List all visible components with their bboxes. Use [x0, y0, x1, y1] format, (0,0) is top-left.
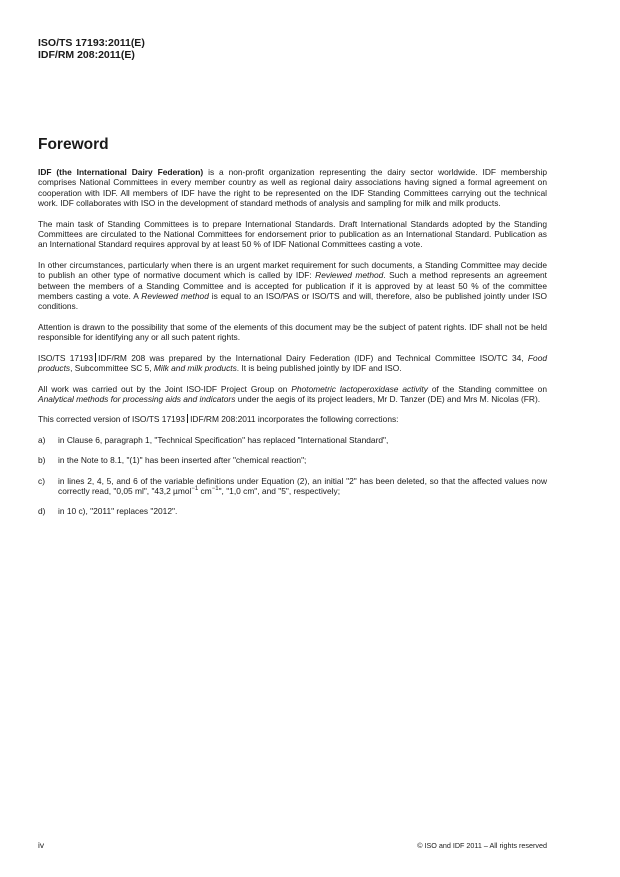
idf-name: IDF (the International Dairy Federation)	[38, 167, 204, 177]
paragraph-idf-text: is a non-profit organization representing the dairy sector worldwide. IDF membership comprises National Committees in every member country as well as regional dairy associations having signed a formal agreement on cooperation with IDF. All members of IDF have the right to be represented on the IDF Standing Committees carrying out the technical work. IDF collaborates with ISO in the development of standard methods of analysis and sampling for milk and milk products.	[38, 167, 547, 209]
list-item	[38, 435, 547, 445]
list-item	[38, 476, 547, 497]
reference-separator	[95, 353, 96, 362]
text-fragment: in lines 2, 4, 5, and 6 of the variable definitions under Equation (2), an initial "2" has been deleted, so that the affected values now correctly read, "0,05 ml", "43,2 µmol	[58, 475, 547, 496]
text-fragment: of the Standing committee on	[427, 383, 547, 394]
text-fragment: In other circumstances, particularly when there is an urgent market requirement for such documents, a Standing Committee may decide to publish an other type of normative document which is called by IDF:	[38, 259, 547, 281]
header-iso-reference: ISO/TS 17193:2011(E)	[38, 37, 145, 49]
text-fragment: IDF/RM 208 was prepared by the International Dairy Federation (IDF) and Technical Committee ISO/TC 34,	[98, 352, 528, 363]
text-fragment: ISO/TS 17193	[38, 352, 94, 363]
list-item-text	[58, 476, 547, 497]
page-number: iv	[38, 840, 45, 850]
list-item-label: b)	[38, 455, 46, 466]
term-reviewed-method: Reviewed method	[315, 270, 384, 281]
text-fragment: IDF/RM 208:2011 incorporates the following corrections:	[190, 414, 399, 425]
corrections-list	[38, 435, 547, 517]
paragraph-patent: Attention is drawn to the possibility that some of the elements of this document may be the subject of patent rights. IDF shall not be held responsible for identifying any or all such patent rights.	[38, 321, 547, 343]
list-item-label: c)	[38, 475, 45, 486]
paragraph-corrected-version	[38, 414, 547, 424]
term-reviewed-method: Reviewed method	[141, 291, 209, 302]
list-item-label: d)	[38, 506, 46, 517]
text-fragment: cm	[198, 485, 212, 496]
list-item-text: in Clause 6, paragraph 1, "Technical Specification" has replaced "International Standard",	[58, 434, 389, 445]
term-food-products: Food products	[38, 352, 548, 374]
term-standing-committee: Analytical methods for processing aids and indicators	[38, 393, 236, 404]
paragraph-idf	[38, 167, 547, 209]
paragraph-reviewed-method	[38, 260, 547, 312]
text-fragment: is equal to an ISO/PAS or ISO/TS and will, therefore, also be published jointly under ISO conditions.	[38, 291, 547, 312]
paragraph-preparation	[38, 353, 547, 374]
term-milk-products: Milk and milk products	[153, 363, 237, 374]
text-fragment: ", "1,0 cm", and "5", respectively;	[218, 485, 341, 496]
header-idf-reference: IDF/RM 208:2011(E)	[38, 49, 135, 61]
term-project-group: Photometric lactoperoxidase activity	[291, 383, 428, 394]
text-fragment: This corrected version of ISO/TS 17193	[38, 414, 186, 425]
list-item-text: in the Note to 8.1, "(1)" has been inserted after "chemical reaction";	[58, 455, 307, 466]
reference-separator	[187, 414, 188, 423]
text-fragment: , Subcommittee SC 5,	[70, 363, 154, 374]
foreword-body	[38, 167, 547, 527]
superscript: −1	[211, 486, 219, 493]
list-item	[38, 506, 547, 516]
list-item	[38, 455, 547, 465]
copyright-notice: © ISO and IDF 2011 – All rights reserved	[417, 841, 547, 850]
list-item-label: a)	[38, 434, 46, 445]
paragraph-project-group	[38, 384, 547, 405]
text-fragment: . Such a method represents an agreement between the members of a Standing Committee and is accepted for publication if it is approved by at least 50 % of the committee members casting a vote. A	[38, 270, 547, 302]
superscript: −1	[191, 486, 199, 493]
document-header	[38, 37, 145, 61]
list-item-text: in 10 c), "2011" replaces "2012".	[58, 506, 178, 517]
text-fragment: . It is being published jointly by IDF and ISO.	[236, 363, 402, 374]
page-title: Foreword	[38, 136, 109, 153]
text-fragment: under the aegis of its project leaders, Mr D. Tanzer (DE) and Mrs M. Nicolas (FR).	[235, 393, 541, 404]
paragraph-standing-committees: The main task of Standing Committees is to prepare International Standards. Draft International Standards adopted by the Standing Committees are circulated to the National Committees for endorsement prior to publication as an International Standard. Publication as an International Standard requires approval by at least 50 % of IDF National Committees casting a vote.	[38, 218, 547, 250]
text-fragment: All work was carried out by the Joint ISO-IDF Project Group on	[38, 383, 292, 394]
